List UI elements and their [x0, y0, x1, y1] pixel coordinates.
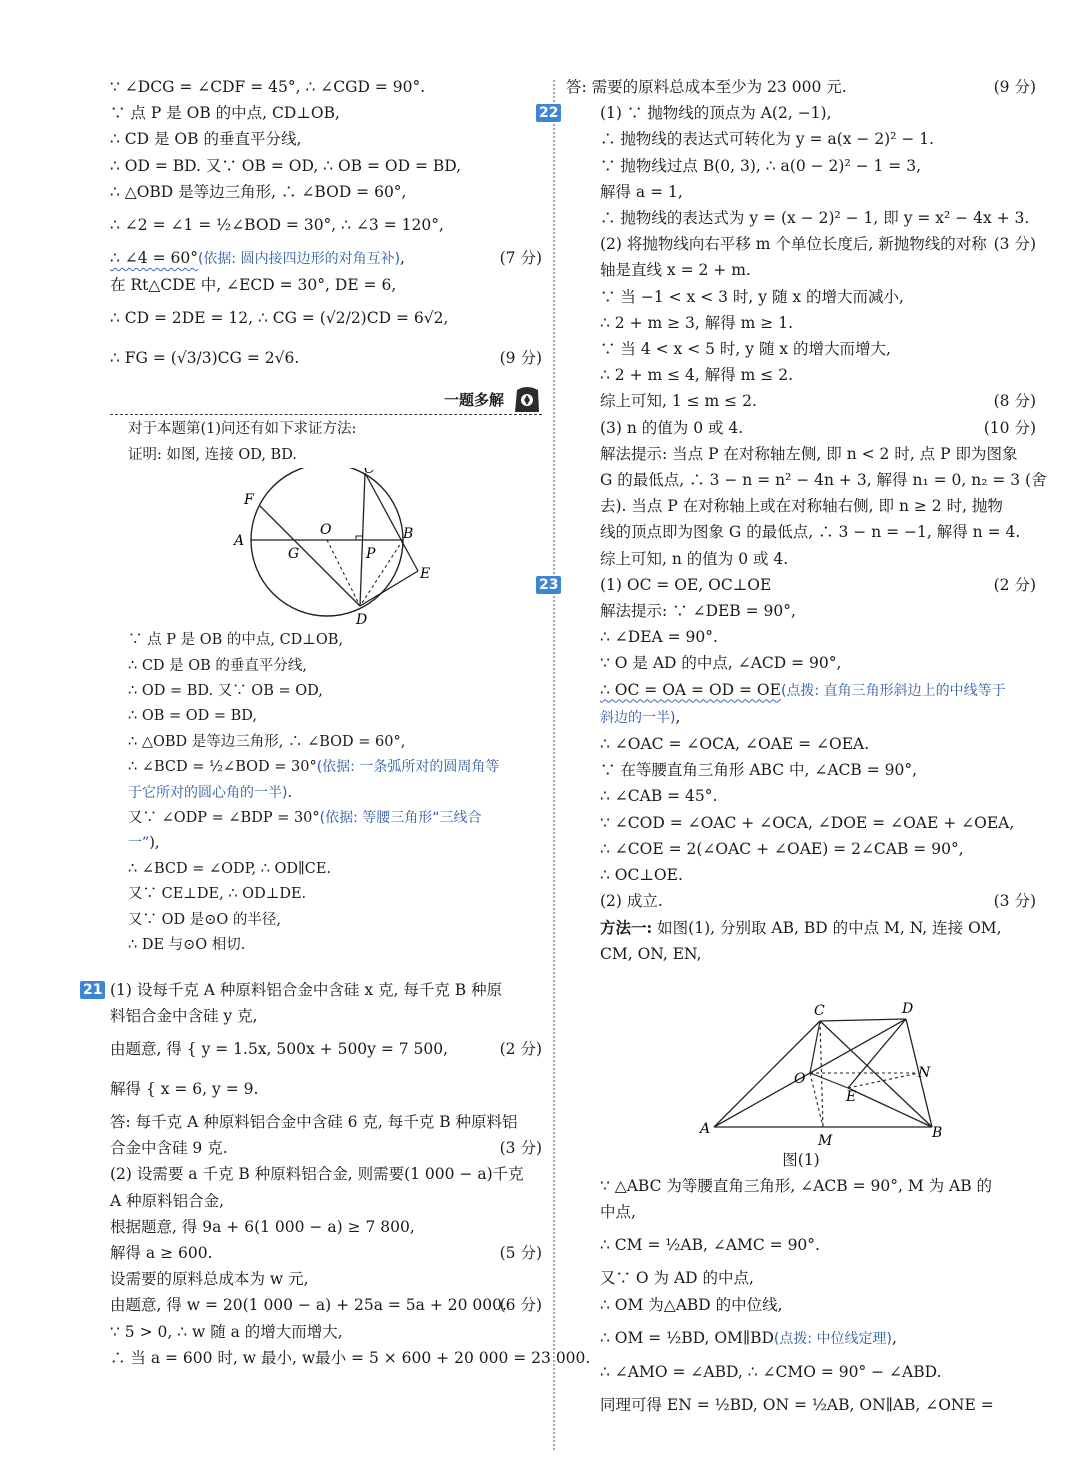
text-line	[110, 882, 542, 907]
annotation-note: 斜边的一半)	[600, 709, 676, 726]
line-text: (2) 将抛物线向右平移 m 个单位长度后, 新抛物线的对称	[600, 235, 987, 254]
text-line	[566, 153, 1036, 179]
line-text: ∴ CD 是 OB 的垂直平分线,	[110, 130, 302, 149]
triangle-diagram	[566, 967, 1036, 1147]
line-text: ∴ FG = (√3/3)CG = 2√6.	[110, 349, 300, 368]
q23-solution	[539, 572, 1036, 967]
text-line	[566, 650, 1036, 676]
label-C: C	[814, 1002, 825, 1019]
label-B: B	[403, 526, 414, 543]
line-text: 对于本题第(1)问还有如下求证方法:	[128, 421, 357, 438]
line-text: ∴ DE 与⊙O 相切.	[128, 937, 246, 954]
line-text: 在 Rt△CDE 中, ∠ECD = 30°, DE = 6,	[110, 276, 397, 295]
label-A: A	[700, 1120, 711, 1137]
text-line	[566, 441, 1036, 467]
text-line	[566, 731, 1036, 757]
text-line	[566, 493, 1036, 519]
line-text: G 的最低点, ∴ 3 − n = n² − 4n + 3, 解得 n₁ = 0, n₂ = 3 (舍	[600, 471, 1047, 490]
line-text: ∴ 2 + m ≤ 4, 解得 m ≤ 2.	[600, 366, 794, 385]
line-text: (1) OC = OE, OC⊥OE	[600, 575, 772, 594]
text-line	[566, 677, 1036, 704]
text-line	[566, 336, 1036, 362]
score: (3 分)	[993, 892, 1036, 911]
text-line	[566, 1385, 1036, 1425]
text-line	[566, 1292, 1036, 1318]
line-text: 中点,	[600, 1203, 636, 1222]
text-line	[110, 908, 542, 933]
text-line	[566, 1199, 1036, 1225]
text-line	[110, 1161, 542, 1187]
question-number-badge: 22	[536, 104, 561, 122]
line-text: ∴ CD 是 OB 的垂直平分线,	[128, 657, 308, 674]
text-line	[83, 977, 542, 1003]
text-line	[566, 1359, 1036, 1385]
annotation-note: (点拨: 直角三角形斜边上的中线等于	[780, 682, 1006, 699]
line-text: ∴ 抛物线的表达式为 y = (x − 2)² − 1, 即 y = x² − 4x + 3.	[600, 209, 1030, 228]
text-line	[110, 755, 542, 780]
line-text: 合金中含硅 9 克.	[110, 1139, 228, 1158]
line-text: 同理可得 EN = ½BD, ON = ½AB, ON∥AB, ∠ONE =	[600, 1395, 994, 1414]
text-line	[110, 1319, 542, 1345]
text-line	[110, 338, 542, 378]
line-text: 线的顶点即为图象 G 的最低点, ∴ 3 − n = −1, 解得 n = 4.	[600, 523, 1021, 542]
line-text: ∴ 当 a = 600 时, w 最小, w最小 = 5 × 600 + 20 000 = 23 000.	[110, 1348, 591, 1367]
label-A: A	[234, 533, 245, 550]
text-line	[110, 831, 542, 856]
text-line	[566, 205, 1036, 231]
annotation-note: (依据: 等腰三角形“三线合	[319, 810, 482, 827]
annotation-note: 于它所对的圆心角的一半)	[128, 784, 288, 801]
text-line	[110, 1266, 542, 1292]
text-line	[110, 1135, 542, 1161]
method-label: 方法一:	[600, 917, 653, 937]
line-text: ∵ 5 > 0, ∴ w 随 a 的增大而增大,	[110, 1322, 343, 1341]
alt-proof-intro	[110, 417, 542, 468]
line-text: ∴ 2 + m ≥ 3, 解得 m ≥ 1.	[600, 313, 794, 332]
line-text: ∴ ∠2 = ∠1 = ½∠BOD = 30°, ∴ ∠3 = 120°,	[110, 216, 444, 235]
line-text: 又∵ O 为 AD 的中点,	[600, 1269, 754, 1288]
line-text: ∴ OB = OD = BD,	[128, 708, 257, 725]
line-text: ∴ △OBD 是等边三角形, ∴ ∠BOD = 60°,	[110, 182, 407, 201]
text-line	[566, 862, 1036, 888]
line-text: ∴ ∠AMO = ∠ABD, ∴ ∠CMO = 90° − ∠ABD.	[600, 1362, 942, 1381]
line-text: ∵ △ABC 为等腰直角三角形, ∠ACB = 90°, M 为 AB 的	[600, 1176, 993, 1195]
circle-diagram	[110, 468, 542, 628]
text-line	[566, 783, 1036, 809]
text-line	[110, 74, 542, 100]
annotation-note: (点拨: 中位线定理)	[773, 1330, 892, 1347]
text-line	[566, 624, 1036, 650]
text-line	[566, 941, 1036, 967]
text-line	[566, 704, 1036, 731]
line-text: ∴ OD = BD. 又∵ OB = OD, ∴ OB = OD = BD,	[110, 156, 462, 175]
line-text: 又∵ ∠ODP = ∠BDP = 30°	[128, 810, 320, 827]
q22-solution	[539, 100, 1047, 572]
line-text: (1) ∵ 抛物线的顶点为 A(2, −1),	[600, 104, 832, 123]
triangle-figure	[566, 967, 1036, 1147]
line-text: 解得 a ≥ 600.	[110, 1243, 213, 1262]
label-G: G	[288, 546, 300, 563]
text-line	[110, 272, 542, 298]
text-line	[110, 679, 542, 704]
line-text: 设需要的原料总成本为 w 元,	[110, 1270, 309, 1289]
score: (6 分)	[499, 1296, 542, 1315]
right-column	[539, 74, 1047, 1425]
line-text: 又∵ CE⊥DE, ∴ OD⊥DE.	[128, 886, 307, 903]
text-line	[566, 1318, 1036, 1359]
text-line	[110, 781, 542, 806]
text-line	[110, 298, 542, 338]
text-line	[566, 519, 1036, 545]
line-text: 答: 每千克 A 种原料铝合金中含硅 6 克, 每千克 B 种原料铝	[110, 1112, 518, 1131]
text-line	[110, 1345, 591, 1371]
line-text: ∵ 点 P 是 OB 的中点, CD⊥OB,	[128, 632, 344, 649]
text-line	[110, 153, 542, 179]
line-text: 综上可知, 1 ≤ m ≤ 2.	[600, 392, 757, 411]
line-text: 由题意, 得 w = 20(1 000 − a) + 25a = 5a + 20 000.	[110, 1296, 507, 1315]
line-text: 方法一: 如图(1), 分别取 AB, BD 的中点 M, N, 连接 OM,	[600, 917, 1002, 937]
q20-solution-part1	[110, 74, 542, 378]
line-text: ∴ △OBD 是等边三角形, ∴ ∠BOD = 60°,	[128, 733, 406, 750]
text-line	[566, 126, 1036, 152]
text-line	[566, 231, 1036, 257]
line-text: 轴是直线 x = 2 + m.	[600, 261, 751, 280]
score: (9 分)	[499, 349, 542, 368]
score: (7 分)	[499, 249, 542, 268]
text-line	[110, 245, 542, 272]
label-O: O	[320, 522, 332, 539]
line-text: ∴ ∠DEA = 90°.	[600, 628, 718, 647]
text-line	[110, 857, 542, 882]
line-text: 解得 a = 1,	[600, 182, 683, 201]
text-line	[566, 388, 1036, 414]
line-punct: ,	[675, 707, 681, 726]
label-C: C	[364, 468, 375, 478]
text-line	[566, 1265, 1036, 1291]
line-text: 证明: 如图, 连接 OD, BD.	[128, 446, 297, 463]
text-line	[110, 1188, 542, 1214]
text-line	[566, 310, 1036, 336]
line-text: ∴ ∠CAB = 45°.	[600, 787, 718, 806]
line-text: 去). 当点 P 在对称轴上或在对称轴右侧, 即 n ≥ 2 时, 抛物	[600, 497, 1003, 516]
line-text: A 种原料铝合金,	[110, 1191, 225, 1210]
label-P: P	[366, 546, 376, 563]
text-line	[110, 806, 542, 831]
text-line	[566, 915, 1036, 941]
line-text: ∴ OD = BD. 又∵ OB = OD,	[128, 683, 323, 700]
text-line	[566, 467, 1047, 493]
label-E: E	[420, 566, 431, 583]
line-text: ∵ ∠COD = ∠OAC + ∠OCA, ∠DOE = ∠OAE + ∠OEA,	[600, 813, 1015, 832]
line-punct: ,	[400, 249, 405, 268]
line-text: ∴ ∠BCD = ½∠BOD = 30°	[128, 759, 317, 776]
banner-title: 一题多解	[443, 391, 504, 410]
text-line	[566, 598, 1036, 624]
annotation-note: 一”	[128, 835, 150, 852]
text-line	[566, 810, 1036, 836]
line-text: 解得 { x = 6, y = 9.	[110, 1079, 259, 1098]
text-line	[110, 1003, 542, 1029]
text-line	[566, 546, 1036, 572]
text-line	[110, 179, 542, 205]
line-text: ∴ ∠4 = 60°	[110, 249, 198, 268]
text-line	[539, 572, 1036, 598]
line-text: 由题意, 得 { y = 1.5x, 500x + 500y = 7 500,	[110, 1039, 449, 1058]
multi-solution-banner	[110, 386, 542, 415]
text-line	[110, 1240, 542, 1266]
text-line	[566, 257, 1036, 283]
column-divider	[553, 80, 555, 1450]
text-line	[110, 443, 542, 468]
score: (8 分)	[993, 392, 1036, 411]
text-line	[110, 730, 542, 755]
label-D: D	[356, 612, 368, 629]
line-text: ∵ 抛物线过点 B(0, 3), ∴ a(0 − 2)² − 1 = 3,	[600, 156, 922, 175]
line-text: ∴ ∠BCD = ∠ODP, ∴ OD∥CE.	[128, 860, 332, 877]
annotation-note: (依据: 圆内接四边形的对角互补)	[197, 251, 401, 268]
line-text: 根据题意, 得 9a + 6(1 000 − a) ≥ 7 800,	[110, 1217, 415, 1236]
text-line	[566, 362, 1036, 388]
score: (2 分)	[499, 1039, 542, 1058]
question-number-badge: 21	[80, 981, 105, 999]
line-punct: .	[287, 784, 293, 801]
line-text: ∵ 在等腰直角三角形 ABC 中, ∠ACB = 90°,	[600, 761, 918, 780]
text-line	[110, 417, 542, 442]
figure-caption: 图(1)	[782, 1150, 820, 1169]
label-E: E	[846, 1088, 857, 1105]
alt-proof-body	[110, 628, 542, 958]
text-line	[110, 205, 542, 245]
line-text: (3) n 的值为 0 或 4.	[600, 418, 744, 437]
line-text: ∵ ∠DCG = ∠CDF = 45°, ∴ ∠CGD = 90°.	[110, 78, 426, 96]
line-text: ∴ OM = ½BD, OM∥BD	[600, 1328, 774, 1347]
label-D: D	[902, 1000, 914, 1017]
text-line	[566, 415, 1036, 441]
line-text: ∴ CM = ½AB, ∠AMC = 90°.	[600, 1236, 820, 1255]
line-text: ∵ 点 P 是 OB 的中点, CD⊥OB,	[110, 104, 340, 123]
line-text: ∵ 当 −1 < x < 3 时, y 随 x 的增大而减小,	[600, 287, 904, 306]
text-line	[566, 836, 1036, 862]
text-line	[566, 179, 1036, 205]
text-line	[566, 1173, 1036, 1199]
line-text: ∴ ∠OAC = ∠OCA, ∠OAE = ∠OEA.	[600, 735, 870, 754]
line-text: ∴ OM 为△ABD 的中位线,	[600, 1295, 783, 1314]
line-text: ∵ 当 4 < x < 5 时, y 随 x 的增大而增大,	[600, 340, 891, 359]
line-text: (1) 设每千克 A 种原料铝合金中含硅 x 克, 每千克 B 种原	[110, 980, 503, 999]
label-N: N	[918, 1064, 931, 1081]
label-M: M	[818, 1132, 833, 1147]
score: (2 分)	[993, 575, 1036, 594]
line-text: (2) 设需要 a 千克 B 种原料铝合金, 则需要(1 000 − a)千克	[110, 1165, 524, 1184]
text-line	[110, 1214, 542, 1240]
line-text: 解法提示: 当点 P 在对称轴左侧, 即 n < 2 时, 点 P 即为图象	[600, 444, 1018, 463]
line-text: 综上可知, n 的值为 0 或 4.	[600, 549, 789, 568]
q23-method-one	[566, 1173, 1036, 1425]
line-text: ∴ OC⊥OE.	[600, 866, 683, 885]
line-text: ∵ O 是 AD 的中点, ∠ACD = 90°,	[600, 654, 842, 673]
text-line	[566, 757, 1036, 783]
text-line	[110, 1109, 542, 1135]
text-line	[110, 933, 542, 958]
text-line	[110, 1029, 542, 1069]
annotation-note: (依据: 一条弧所对的圆周角等	[316, 759, 500, 776]
score: (10 分)	[983, 418, 1036, 437]
score: (3 分)	[499, 1139, 542, 1158]
text-line	[110, 654, 542, 679]
text-line	[566, 1225, 1036, 1265]
line-punct: ,	[892, 1328, 897, 1347]
text-line	[110, 1292, 542, 1318]
line-text: ∴ 抛物线的表达式可转化为 y = a(x − 2)² − 1.	[600, 130, 935, 149]
q21-solution	[83, 977, 591, 1371]
label-F: F	[244, 492, 254, 509]
circle-figure	[110, 468, 542, 628]
line-text: CM, ON, EN,	[600, 944, 702, 963]
line-text: (2) 成立.	[600, 892, 663, 911]
line-punct: ),	[149, 835, 160, 852]
text-line	[110, 704, 542, 729]
text-line	[110, 100, 542, 126]
question-number-badge: 23	[536, 576, 561, 594]
lightbulb-icon	[512, 386, 542, 418]
text-line	[566, 284, 1036, 310]
score: (9 分)	[993, 78, 1036, 96]
line-text: ∴ CD = 2DE = 12, ∴ CG = (√2/2)CD = 6√2,	[110, 309, 449, 328]
score: (3 分)	[993, 235, 1036, 254]
line-text: 解法提示: ∵ ∠DEB = 90°,	[600, 602, 796, 621]
line-text: 料铝合金中含硅 y 克,	[110, 1006, 258, 1025]
line-text: ∴ OC = OA = OD = OE	[600, 680, 781, 699]
line-text: ∴ ∠COE = 2(∠OAC + ∠OAE) = 2∠CAB = 90°,	[600, 839, 964, 858]
text-line	[110, 126, 542, 152]
label-O: O	[794, 1070, 806, 1087]
text-line	[110, 628, 542, 653]
text-line	[110, 1069, 542, 1109]
text-line	[566, 888, 1036, 914]
line-text: 又∵ OD 是⊙O 的半径,	[128, 911, 281, 928]
q21-answer-line: 答: 需要的原料总成本至少为 23 000 元. (9 分)	[566, 74, 1036, 100]
label-B: B	[932, 1124, 943, 1141]
left-column	[83, 74, 591, 1371]
score: (5 分)	[499, 1243, 542, 1262]
text-line	[539, 100, 1036, 126]
